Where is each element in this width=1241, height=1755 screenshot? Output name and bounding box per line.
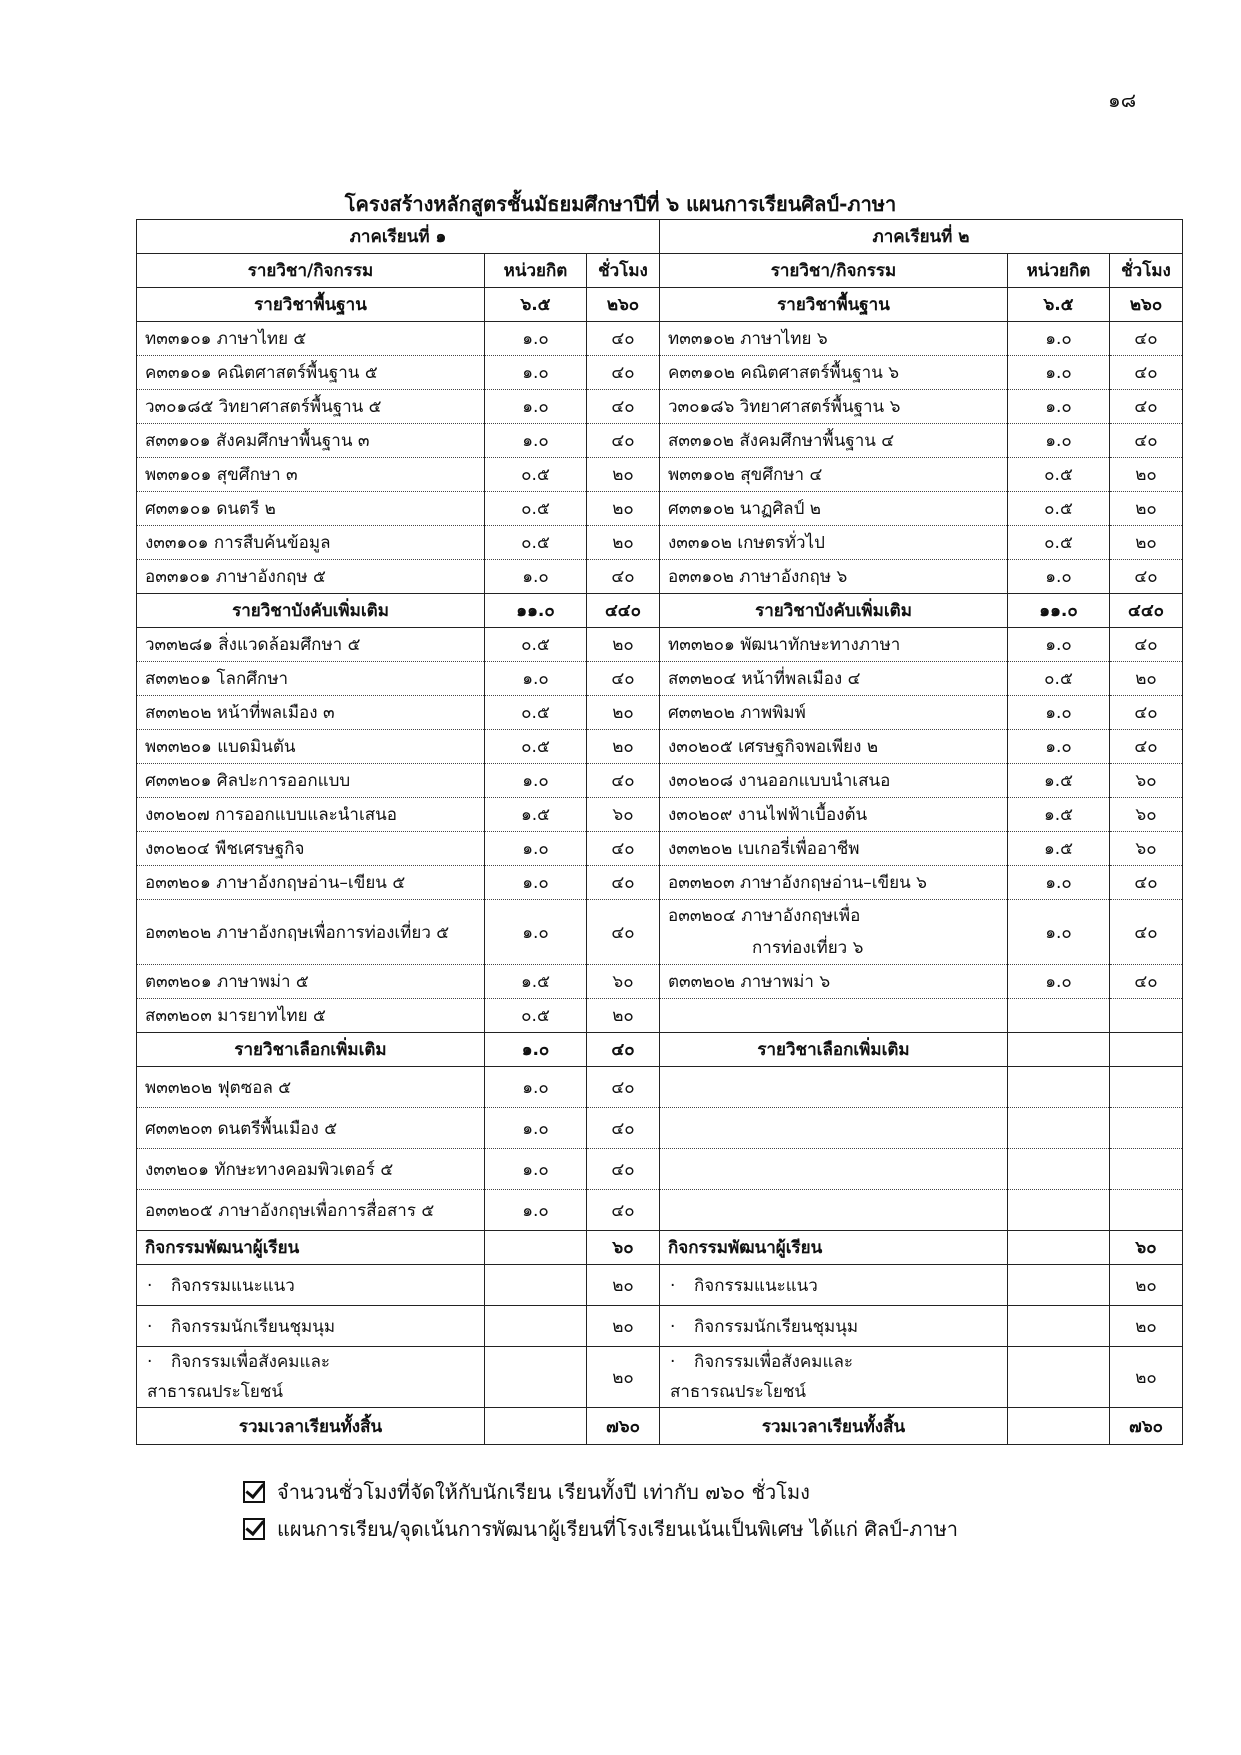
subject-row (137, 764, 1183, 798)
subject-credits: ๑.๐ (1008, 424, 1110, 458)
elective-section-label: รายวิชาเลือกเพิ่มเติม (137, 1033, 485, 1067)
subject-credits: ๐.๕ (485, 492, 587, 526)
activity-name-text: กิจกรรมแนะแนว (171, 1275, 295, 1296)
subject-credits: ๐.๕ (485, 696, 587, 730)
subject-credits: ๑.๐ (485, 662, 587, 696)
subject-name: ส๓๓๒๐๓ มารยาทไทย ๕ (137, 999, 485, 1033)
subject-hours: ๔๐ (587, 424, 660, 458)
activity-name-text: กิจกรรมเพื่อสังคมและ (171, 1352, 331, 1372)
activity-name-text: สาธารณประโยชน์ (670, 1382, 807, 1402)
basic-section-label: รายวิชาพื้นฐาน (137, 288, 485, 322)
subject-credits: ๑.๕ (1008, 764, 1110, 798)
activity-row (137, 1306, 1183, 1347)
subject-name (660, 1067, 1008, 1108)
subject-row (137, 1149, 1183, 1190)
subject-row (137, 866, 1183, 900)
subject-name: อ๓๓๑๐๒ ภาษาอังกฤษ ๖ (660, 560, 1008, 594)
subject-name: ศ๓๓๑๐๑ ดนตรี ๒ (137, 492, 485, 526)
subject-name: ศ๓๓๑๐๒ นาฏศิลป์ ๒ (660, 492, 1008, 526)
subject-hours: ๔๐ (587, 1149, 660, 1190)
checked-box-icon (243, 1481, 265, 1503)
subject-hours: ๒๐ (587, 458, 660, 492)
subject-row (137, 322, 1183, 356)
elective-section-hours (1110, 1033, 1183, 1067)
subject-credits: ๑.๐ (485, 900, 587, 965)
activities-section-hours: ๖๐ (1110, 1231, 1183, 1265)
subject-name: พ๓๓๒๐๒ ฟุตซอล ๕ (137, 1067, 485, 1108)
activity-credits (485, 1306, 587, 1347)
subject-hours: ๔๐ (1110, 390, 1183, 424)
subject-name: ส๓๓๑๐๒ สังคมศึกษาพื้นฐาน ๔ (660, 424, 1008, 458)
checked-box-icon (243, 1518, 265, 1540)
subject-hours: ๖๐ (1110, 832, 1183, 866)
subject-credits: ๑.๐ (485, 866, 587, 900)
subject-credits: ๑.๐ (485, 356, 587, 390)
subject-row (137, 1190, 1183, 1231)
activity-hours: ๒๐ (587, 1265, 660, 1306)
activities-section-credits (1008, 1231, 1110, 1265)
activity-hours: ๒๐ (1110, 1347, 1183, 1408)
subject-credits (1008, 1149, 1110, 1190)
subject-hours: ๔๐ (587, 560, 660, 594)
subject-credits: ๐.๕ (485, 999, 587, 1033)
semester-2-header: ภาคเรียนที่ ๒ (660, 220, 1183, 254)
subject-row (137, 458, 1183, 492)
subject-hours: ๔๐ (587, 662, 660, 696)
activity-name (660, 1265, 1008, 1306)
subject-credits: ๑.๐ (485, 1149, 587, 1190)
subject-name: ง๓๐๒๐๕ เศรษฐกิจพอเพียง ๒ (660, 730, 1008, 764)
subject-row (137, 1067, 1183, 1108)
subject-name: ส๓๓๒๐๒ หน้าที่พลเมือง ๓ (137, 696, 485, 730)
subject-name: ค๓๓๑๐๒ คณิตศาสตร์พื้นฐาน ๖ (660, 356, 1008, 390)
subject-hours: ๔๐ (587, 900, 660, 965)
subject-credits: ๐.๕ (1008, 492, 1110, 526)
subject-row (137, 560, 1183, 594)
subject-hours (1110, 1067, 1183, 1108)
subject-name-line: การท่องเที่ยว ๖ (752, 938, 864, 958)
curriculum-table (136, 219, 1183, 1445)
total-label: รวมเวลาเรียนทั้งสิ้น (660, 1408, 1008, 1445)
total-row (137, 1408, 1183, 1445)
summary-note-text: จำนวนชั่วโมงที่จัดให้กับนักเรียน เรียนทั้งปี เท่ากับ ๗๖๐ ชั่วโมง (277, 1480, 810, 1504)
subject-credits: ๑.๐ (485, 1190, 587, 1231)
subject-credits: ๑.๐ (1008, 866, 1110, 900)
basic-section-credits: ๖.๕ (485, 288, 587, 322)
subject-row (137, 696, 1183, 730)
subject-credits: ๑.๐ (1008, 730, 1110, 764)
subject-credits: ๑.๕ (1008, 832, 1110, 866)
subject-credits: ๑.๐ (485, 560, 587, 594)
subject-name: ท๓๓๒๐๑ พัฒนาทักษะทางภาษา (660, 628, 1008, 662)
activity-hours: ๒๐ (1110, 1306, 1183, 1347)
column-header-row (137, 254, 1183, 288)
subject-hours: ๒๐ (587, 999, 660, 1033)
subject-hours: ๖๐ (587, 965, 660, 999)
subject-row (137, 424, 1183, 458)
subject-row (137, 662, 1183, 696)
subject-credits: ๐.๕ (1008, 526, 1110, 560)
basic-section-credits: ๖.๕ (1008, 288, 1110, 322)
subject-row (137, 832, 1183, 866)
subject-hours: ๒๐ (1110, 458, 1183, 492)
activity-name-text: กิจกรรมแนะแนว (694, 1275, 818, 1296)
subject-credits: ๑.๐ (485, 424, 587, 458)
subject-hours: ๔๐ (587, 1190, 660, 1231)
subject-name: ง๓๓๑๐๑ การสืบค้นข้อมูล (137, 526, 485, 560)
column-header-credits: หน่วยกิต (485, 254, 587, 288)
subject-hours: ๔๐ (587, 832, 660, 866)
subject-hours: ๖๐ (587, 798, 660, 832)
subject-credits: ๑.๐ (1008, 356, 1110, 390)
subject-hours: ๔๐ (1110, 628, 1183, 662)
total-hours: ๗๖๐ (587, 1408, 660, 1445)
subject-name: อ๓๓๒๐๕ ภาษาอังกฤษเพื่อการสื่อสาร ๕ (137, 1190, 485, 1231)
basic-section-hours: ๒๖๐ (1110, 288, 1183, 322)
subject-hours: ๖๐ (1110, 764, 1183, 798)
total-credits (1008, 1408, 1110, 1445)
subject-name: ง๓๐๒๐๗ การออกแบบและนำเสนอ (137, 798, 485, 832)
subject-name: ง๓๐๒๐๙ งานไฟฟ้าเบื้องต้น (660, 798, 1008, 832)
basic-section-label: รายวิชาพื้นฐาน (660, 288, 1008, 322)
activity-name (660, 1347, 1008, 1408)
subject-name: ต๓๓๒๐๑ ภาษาพม่า ๕ (137, 965, 485, 999)
activity-row (137, 1265, 1183, 1306)
elective-section-label: รายวิชาเลือกเพิ่มเติม (660, 1033, 1008, 1067)
subject-hours: ๒๐ (1110, 662, 1183, 696)
subject-name: อ๓๓๒๐๑ ภาษาอังกฤษอ่าน–เขียน ๕ (137, 866, 485, 900)
summary-note-focus (243, 1513, 958, 1545)
activity-name-text: สาธารณประโยชน์ (147, 1382, 284, 1402)
subject-credits: ๐.๕ (1008, 458, 1110, 492)
subject-hours (1110, 1108, 1183, 1149)
bullet-icon: · (147, 1316, 153, 1337)
activity-name-text: กิจกรรมเพื่อสังคมและ (694, 1352, 854, 1372)
required-extra-section-credits: ๑๑.๐ (485, 594, 587, 628)
subject-credits: ๐.๕ (485, 730, 587, 764)
subject-name: อ๓๓๑๐๑ ภาษาอังกฤษ ๕ (137, 560, 485, 594)
activity-credits (485, 1347, 587, 1408)
subject-name: ส๓๓๒๐๑ โลกศึกษา (137, 662, 485, 696)
subject-hours: ๒๐ (587, 730, 660, 764)
activity-credits (1008, 1306, 1110, 1347)
subject-name: ว๓๐๑๘๕ วิทยาศาสตร์พื้นฐาน ๕ (137, 390, 485, 424)
subject-name (660, 1149, 1008, 1190)
activity-credits (1008, 1347, 1110, 1408)
subject-name: ท๓๓๑๐๑ ภาษาไทย ๕ (137, 322, 485, 356)
subject-name (660, 900, 1008, 965)
subject-hours: ๔๐ (587, 764, 660, 798)
subject-name: ต๓๓๒๐๒ ภาษาพม่า ๖ (660, 965, 1008, 999)
activity-name-text: กิจกรรมนักเรียนชุมนุม (694, 1316, 859, 1337)
subject-name: ศ๓๓๒๐๒ ภาพพิมพ์ (660, 696, 1008, 730)
curriculum-table-body (137, 220, 1183, 1445)
required-extra-section-row (137, 594, 1183, 628)
activities-section-hours: ๖๐ (587, 1231, 660, 1265)
subject-credits: ๐.๕ (485, 526, 587, 560)
subject-credits: ๑.๐ (1008, 696, 1110, 730)
subject-hours: ๔๐ (1110, 730, 1183, 764)
subject-hours (1110, 1149, 1183, 1190)
subject-hours: ๔๐ (1110, 866, 1183, 900)
subject-name: ว๓๐๑๘๖ วิทยาศาสตร์พื้นฐาน ๖ (660, 390, 1008, 424)
column-header-hours: ชั่วโมง (1110, 254, 1183, 288)
subject-name (660, 1108, 1008, 1149)
total-label: รวมเวลาเรียนทั้งสิ้น (137, 1408, 485, 1445)
subject-name (660, 999, 1008, 1033)
subject-name: ศ๓๓๒๐๓ ดนตรีพื้นเมือง ๕ (137, 1108, 485, 1149)
subject-hours: ๒๐ (587, 526, 660, 560)
activity-name (137, 1306, 485, 1347)
subject-credits: ๑.๐ (1008, 560, 1110, 594)
subject-hours: ๔๐ (1110, 696, 1183, 730)
column-header-subject: รายวิชา/กิจกรรม (137, 254, 485, 288)
subject-credits: ๑.๐ (1008, 900, 1110, 965)
activity-hours: ๒๐ (587, 1347, 660, 1408)
subject-name: ส๓๓๑๐๑ สังคมศึกษาพื้นฐาน ๓ (137, 424, 485, 458)
subject-name: ง๓๓๒๐๒ เบเกอรี่เพื่ออาชีพ (660, 832, 1008, 866)
subject-name: พ๓๓๑๐๒ สุขศึกษา ๔ (660, 458, 1008, 492)
bullet-icon: · (670, 1316, 676, 1337)
subject-row (137, 999, 1183, 1033)
bullet-icon: · (147, 1352, 153, 1372)
activity-name (137, 1347, 485, 1408)
subject-hours: ๔๐ (1110, 424, 1183, 458)
subject-credits: ๐.๕ (485, 458, 587, 492)
subject-row (137, 1108, 1183, 1149)
subject-credits (1008, 999, 1110, 1033)
activity-name-text: กิจกรรมนักเรียนชุมนุม (171, 1316, 336, 1337)
subject-credits (1008, 1067, 1110, 1108)
total-hours: ๗๖๐ (1110, 1408, 1183, 1445)
subject-credits: ๐.๕ (485, 628, 587, 662)
subject-hours: ๔๐ (587, 1067, 660, 1108)
basic-section-row (137, 288, 1183, 322)
required-extra-section-hours: ๔๔๐ (587, 594, 660, 628)
activity-name (660, 1306, 1008, 1347)
subject-hours: ๔๐ (587, 322, 660, 356)
semester-header-row (137, 220, 1183, 254)
subject-credits: ๑.๐ (485, 764, 587, 798)
subject-credits: ๑.๕ (1008, 798, 1110, 832)
activities-section-label: กิจกรรมพัฒนาผู้เรียน (660, 1231, 1008, 1265)
bullet-icon: · (147, 1275, 153, 1296)
page-number: ๑๘ (1108, 88, 1137, 112)
required-extra-section-credits: ๑๑.๐ (1008, 594, 1110, 628)
subject-credits: ๑.๕ (485, 965, 587, 999)
subject-credits: ๑.๐ (1008, 628, 1110, 662)
subject-name: อ๓๓๒๐๓ ภาษาอังกฤษอ่าน–เขียน ๖ (660, 866, 1008, 900)
subject-credits: ๑.๐ (485, 322, 587, 356)
subject-credits: ๑.๐ (1008, 390, 1110, 424)
summary-note-hours (243, 1476, 810, 1508)
subject-hours: ๔๐ (587, 1108, 660, 1149)
column-header-subject: รายวิชา/กิจกรรม (660, 254, 1008, 288)
subject-hours: ๒๐ (1110, 492, 1183, 526)
subject-name: ค๓๓๑๐๑ คณิตศาสตร์พื้นฐาน ๕ (137, 356, 485, 390)
required-extra-section-label: รายวิชาบังคับเพิ่มเติม (660, 594, 1008, 628)
subject-name: ว๓๓๒๘๑ สิ่งแวดล้อมศึกษา ๕ (137, 628, 485, 662)
subject-name: ง๓๓๒๐๑ ทักษะทางคอมพิวเตอร์ ๕ (137, 1149, 485, 1190)
subject-name: พ๓๓๑๐๑ สุขศึกษา ๓ (137, 458, 485, 492)
activity-row (137, 1347, 1183, 1408)
subject-row (137, 628, 1183, 662)
elective-section-hours: ๔๐ (587, 1033, 660, 1067)
column-header-credits: หน่วยกิต (1008, 254, 1110, 288)
subject-credits: ๑.๐ (485, 1067, 587, 1108)
subject-row (137, 900, 1183, 965)
elective-section-credits (1008, 1033, 1110, 1067)
subject-credits (1008, 1190, 1110, 1231)
bullet-icon: · (670, 1275, 676, 1296)
subject-hours: ๔๐ (587, 356, 660, 390)
subject-hours: ๒๐ (1110, 526, 1183, 560)
semester-1-header: ภาคเรียนที่ ๑ (137, 220, 660, 254)
subject-hours: ๔๐ (1110, 900, 1183, 965)
subject-hours: ๔๐ (1110, 356, 1183, 390)
subject-credits: ๑.๐ (485, 832, 587, 866)
activity-credits (485, 1265, 587, 1306)
activity-hours: ๒๐ (587, 1306, 660, 1347)
subject-hours: ๔๐ (1110, 560, 1183, 594)
elective-section-row (137, 1033, 1183, 1067)
subject-name: ง๓๐๒๐๔ พืชเศรษฐกิจ (137, 832, 485, 866)
basic-section-hours: ๒๖๐ (587, 288, 660, 322)
subject-row (137, 390, 1183, 424)
subject-credits (1008, 1108, 1110, 1149)
activities-section-row (137, 1231, 1183, 1265)
required-extra-section-hours: ๔๔๐ (1110, 594, 1183, 628)
subject-row (137, 356, 1183, 390)
subject-hours: ๒๐ (587, 628, 660, 662)
subject-name: ง๓๐๒๐๘ งานออกแบบนำเสนอ (660, 764, 1008, 798)
subject-credits: ๑.๐ (1008, 965, 1110, 999)
subject-credits: ๑.๐ (485, 1108, 587, 1149)
subject-hours (1110, 1190, 1183, 1231)
elective-section-credits: ๑.๐ (485, 1033, 587, 1067)
subject-name: พ๓๓๒๐๑ แบดมินตัน (137, 730, 485, 764)
subject-hours: ๒๐ (587, 696, 660, 730)
subject-row (137, 730, 1183, 764)
subject-row (137, 965, 1183, 999)
activities-section-label: กิจกรรมพัฒนาผู้เรียน (137, 1231, 485, 1265)
subject-name: อ๓๓๒๐๒ ภาษาอังกฤษเพื่อการท่องเที่ยว ๕ (137, 900, 485, 965)
subject-name-line: อ๓๓๒๐๔ ภาษาอังกฤษเพื่อ (668, 906, 861, 926)
subject-hours: ๔๐ (1110, 322, 1183, 356)
subject-row (137, 798, 1183, 832)
subject-hours: ๒๐ (587, 492, 660, 526)
subject-hours: ๔๐ (587, 866, 660, 900)
subject-credits: ๑.๕ (485, 798, 587, 832)
activity-hours: ๒๐ (1110, 1265, 1183, 1306)
bullet-icon: · (670, 1352, 676, 1372)
subject-row (137, 526, 1183, 560)
total-credits (485, 1408, 587, 1445)
subject-name: ศ๓๓๒๐๑ ศิลปะการออกแบบ (137, 764, 485, 798)
column-header-hours: ชั่วโมง (587, 254, 660, 288)
summary-note-text: แผนการเรียน/จุดเน้นการพัฒนาผู้เรียนที่โรงเรียนเน้นเป็นพิเศษ ได้แก่ ศิลป์-ภาษา (277, 1517, 959, 1541)
subject-name (660, 1190, 1008, 1231)
subject-name: ง๓๓๑๐๒ เกษตรทั่วไป (660, 526, 1008, 560)
activity-credits (1008, 1265, 1110, 1306)
subject-hours (1110, 999, 1183, 1033)
subject-hours: ๔๐ (1110, 965, 1183, 999)
subject-name: ส๓๓๒๐๔ หน้าที่พลเมือง ๔ (660, 662, 1008, 696)
document-title: โครงสร้างหลักสูตรชั้นมัธยมศึกษาปีที่ ๖ แผนการเรียนศิลป์-ภาษา (344, 192, 897, 216)
activity-name (137, 1265, 485, 1306)
subject-row (137, 492, 1183, 526)
subject-hours: ๖๐ (1110, 798, 1183, 832)
subject-hours: ๔๐ (587, 390, 660, 424)
required-extra-section-label: รายวิชาบังคับเพิ่มเติม (137, 594, 485, 628)
subject-credits: ๐.๕ (1008, 662, 1110, 696)
subject-name: ท๓๓๑๐๒ ภาษาไทย ๖ (660, 322, 1008, 356)
activities-section-credits (485, 1231, 587, 1265)
subject-credits: ๑.๐ (1008, 322, 1110, 356)
subject-credits: ๑.๐ (485, 390, 587, 424)
